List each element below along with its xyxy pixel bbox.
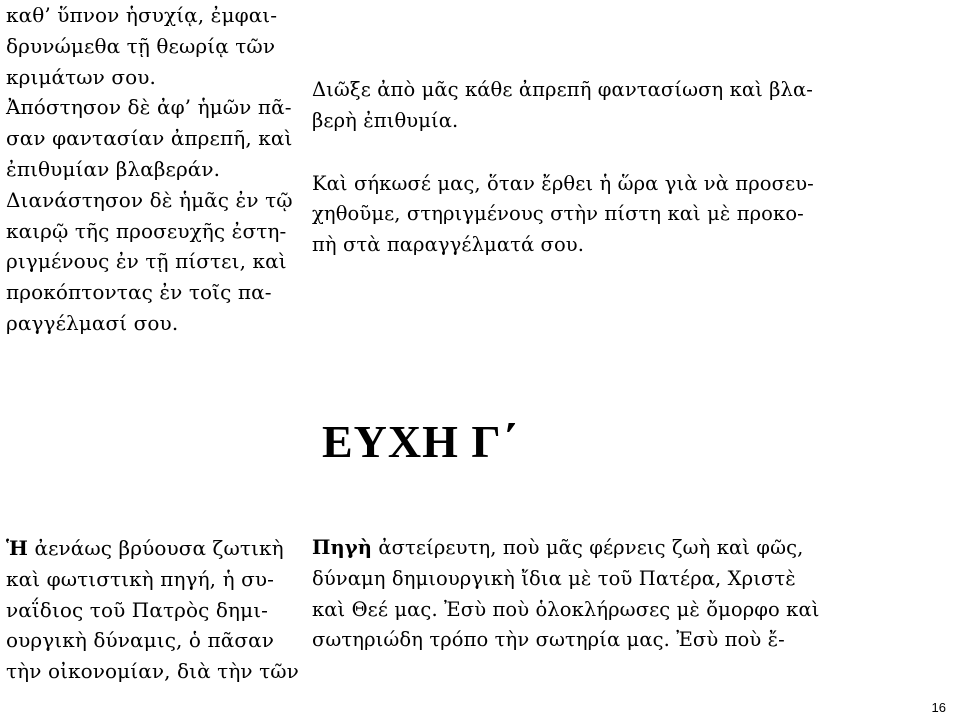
modern-text-column-bottom <box>312 533 832 656</box>
text-line: τὴν οἰκονομίαν, διὰ τὴν τῶν <box>6 659 299 684</box>
prayer-heading-text: ΕΥΧΗ Γ΄ <box>322 416 518 467</box>
text-line: πὴ στὰ παραγγέλματά σου. <box>312 233 585 257</box>
text-line: βερὴ ἐπιθυμία. <box>312 108 459 132</box>
text-line: ναΐδιος τοῦ Πατρὸς δημι- <box>6 597 268 622</box>
text-line: κριμάτων σου. <box>6 64 157 89</box>
text-line: καιρῷ τῆς προσευχῆς ἐστη- <box>6 218 287 243</box>
prayer-heading <box>0 415 960 468</box>
initial-word: Ἡ <box>6 536 28 560</box>
text-line: δρυνώμεθα τῇ θεωρίᾳ τῶν <box>6 33 276 58</box>
text-line: ριγμένους ἐν τῇ πίστει, καὶ <box>6 249 287 274</box>
text-line: καθ’ ὕπνον ἡσυχίᾳ, ἐμφαι- <box>6 3 278 27</box>
text-line: δύναμη δημιουργικὴ ἴδια μὲ τοῦ Πατέρα, Χριστὲ <box>312 566 796 590</box>
modern-text-paragraph <box>312 169 832 261</box>
text-line: καὶ φωτιστικὴ πηγή, ἡ συ- <box>6 566 275 591</box>
text-line: σωτηριώδη τρόπο τὴν σωτηρία μας. Ἐσὺ ποὺ ἔ- <box>312 628 785 652</box>
text-line: καὶ Θεέ μας. Ἐσὺ ποὺ ὁλοκλήρωσες μὲ ὄμορφο καὶ <box>312 597 820 621</box>
text-line: Καὶ σήκωσέ μας, ὅταν ἔρθει ἡ ὥρα γιὰ νὰ προσευ- <box>312 171 814 195</box>
text-line: ουργικὴ δύναμις, ὁ πᾶσαν <box>6 628 274 653</box>
ancient-text-paragraph <box>6 533 299 687</box>
ancient-text-column-top <box>6 0 296 339</box>
text-line: χηθοῦμε, στηριγμένους στὴν πίστη καὶ μὲ προκο- <box>312 202 804 226</box>
ancient-text-paragraph <box>6 0 296 339</box>
modern-text-column-top <box>312 75 832 261</box>
text-line: Ἀπόστησον δὲ ἀφ’ ἡμῶν πᾶ- <box>6 95 292 120</box>
initial-word: Πηγὴ <box>312 536 373 559</box>
text-line: προκόπτοντας ἐν τοῖς πα- <box>6 280 272 305</box>
text-line <box>312 533 832 564</box>
text-line: Διανάστησον δὲ ἡμᾶς ἐν τῷ <box>6 187 293 212</box>
page-number: 16 <box>931 700 946 715</box>
text-line: ραγγέλμασί σου. <box>6 310 179 335</box>
text-line: σαν φαντασίαν ἀπρεπῆ, καὶ <box>6 126 293 151</box>
text-line: ἐπιθυμίαν βλαβεράν. <box>6 156 221 181</box>
modern-text-paragraph <box>312 533 832 656</box>
ancient-text-column-bottom <box>6 533 299 687</box>
text-line-rest: ἀενάως βρύουσα ζωτικὴ <box>28 536 284 560</box>
modern-text-paragraph <box>312 75 832 137</box>
text-line <box>6 533 296 564</box>
text-line: Διῶξε ἀπὸ μᾶς κάθε ἀπρεπῆ φαντασίωση καὶ βλα- <box>312 78 813 101</box>
text-line-rest: ἀστείρευτη, ποὺ μᾶς φέρνεις ζωὴ καὶ φῶς, <box>372 536 804 559</box>
